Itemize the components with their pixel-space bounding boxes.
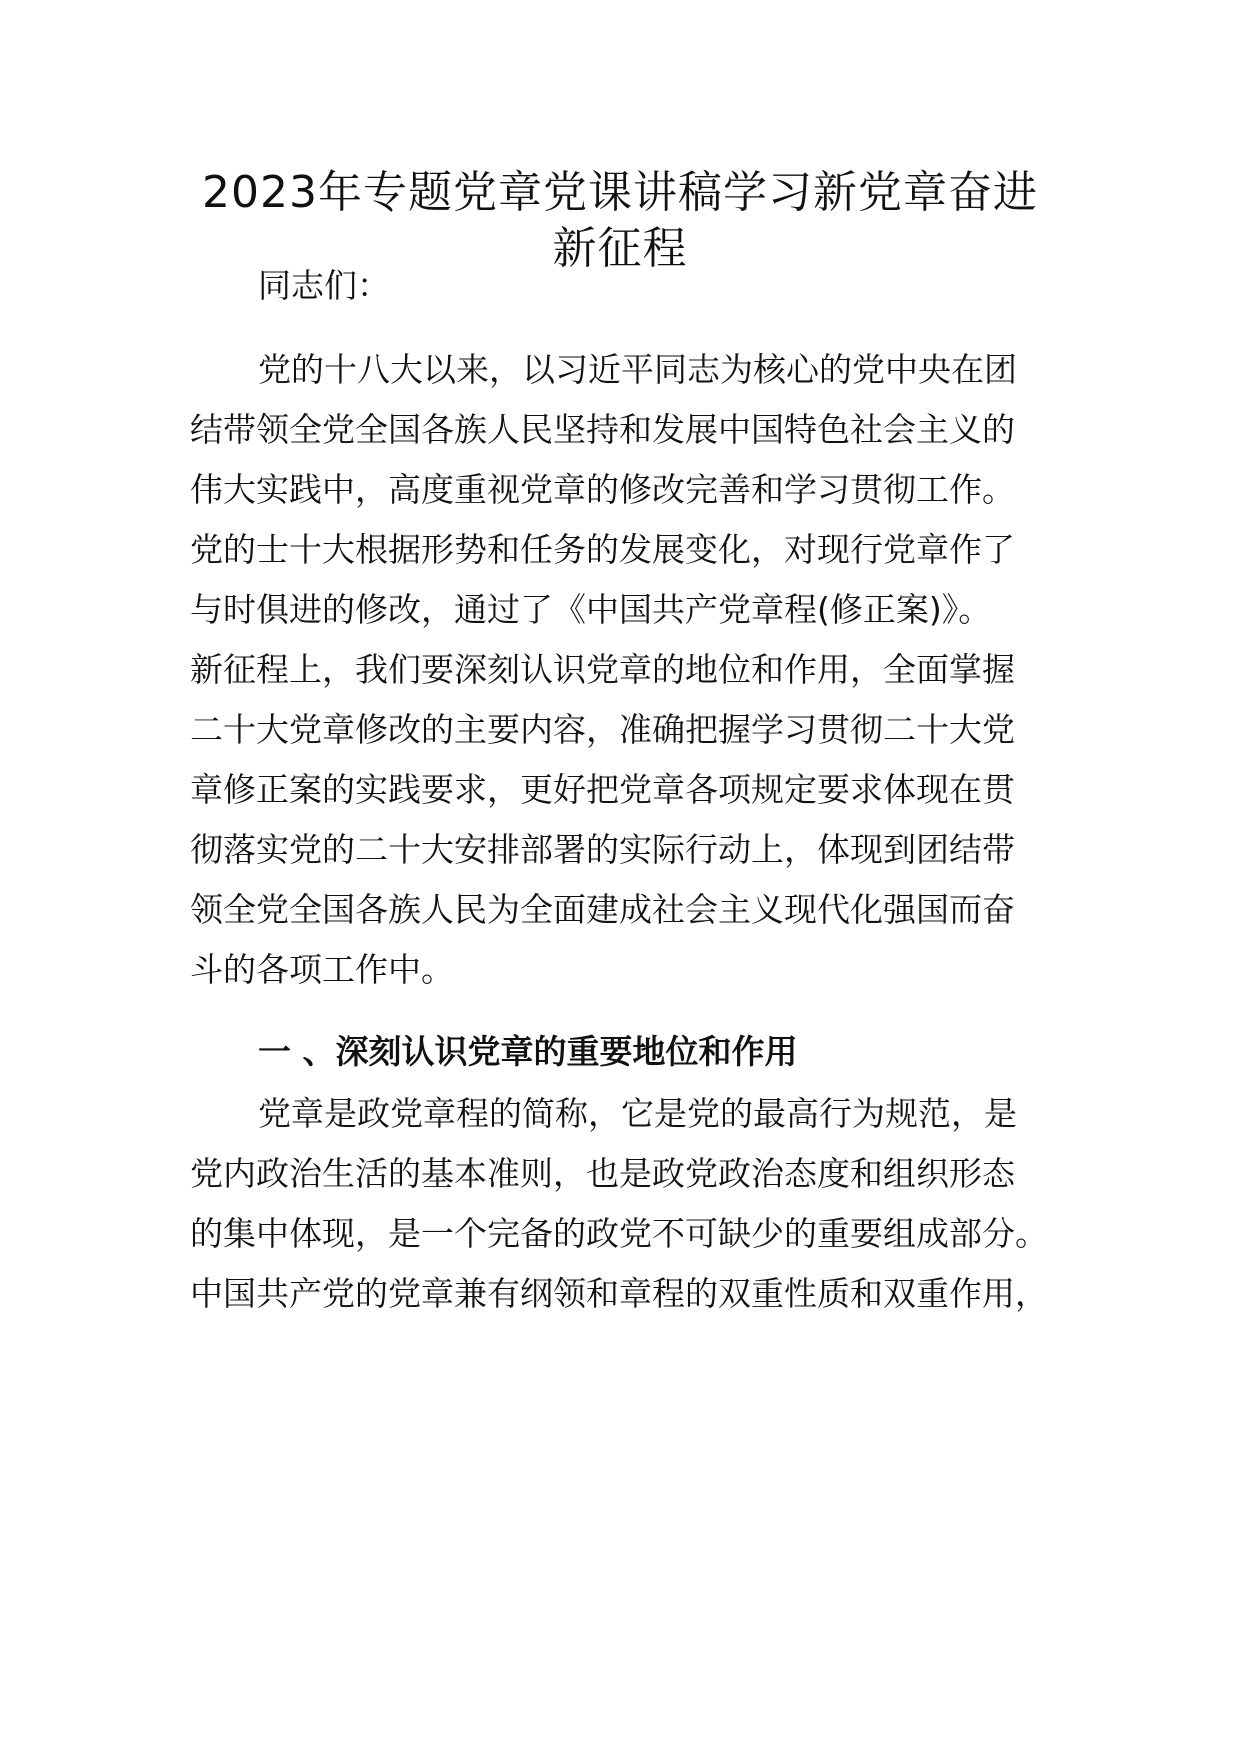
paragraph2-line-3: 的集中体现，是一个完备的政党不可缺少的重要组成部分。	[190, 1214, 1048, 1253]
document-title	[150, 165, 1090, 277]
paragraph1-line-7: 二十大党章修改的主要内容，准确把握学习贯彻二十大党	[190, 710, 1015, 749]
paragraph1-line-9: 彻落实党的二十大安排部署的实际行动上，体现到团结带	[190, 830, 1015, 869]
salutation: 同志们：	[258, 266, 390, 305]
paragraph1-line-6: 新征程上，我们要深刻认识党章的地位和作用，全面掌握	[190, 650, 1015, 689]
paragraph2-line-2: 党内政治生活的基本准则，也是政党政治态度和组织形态	[190, 1154, 1015, 1193]
paragraph1-line-3: 伟大实践中，高度重视党章的修改完善和学习贯彻工作。	[190, 470, 1015, 509]
paragraph1-line-4: 党的士十大根据形势和任务的发展变化，对现行党章作了	[190, 530, 1015, 569]
paragraph1-line-2: 结带领全党全国各族人民坚持和发展中国特色社会主义的	[190, 410, 1015, 449]
paragraph2-line-1: 党章是政党章程的简称，它是党的最高行为规范，是	[258, 1094, 1017, 1133]
section-heading-1: 一 、深刻认识党章的重要地位和作用	[258, 1032, 798, 1071]
paragraph1-line-8: 章修正案的实践要求，更好把党章各项规定要求体现在贯	[190, 770, 1015, 809]
paragraph1-line-1: 党的十八大以来，以习近平同志为核心的党中央在团	[258, 350, 1017, 389]
paragraph1-line-10: 领全党全国各族人民为全面建成社会主义现代化强国而奋	[190, 890, 1015, 929]
title-line-2: 新征程	[552, 223, 688, 274]
title-line-1: 2023年专题党章党课讲稿学习新党章奋进	[202, 167, 1038, 218]
paragraph1-line-11: 斗的各项工作中。	[190, 950, 454, 989]
paragraph2-line-4: 中国共产党的党章兼有纲领和章程的双重性质和双重作用，	[190, 1274, 1048, 1313]
paragraph1-line-5: 与时俱进的修改，通过了《中国共产党章程(修正案)》。	[190, 590, 992, 629]
